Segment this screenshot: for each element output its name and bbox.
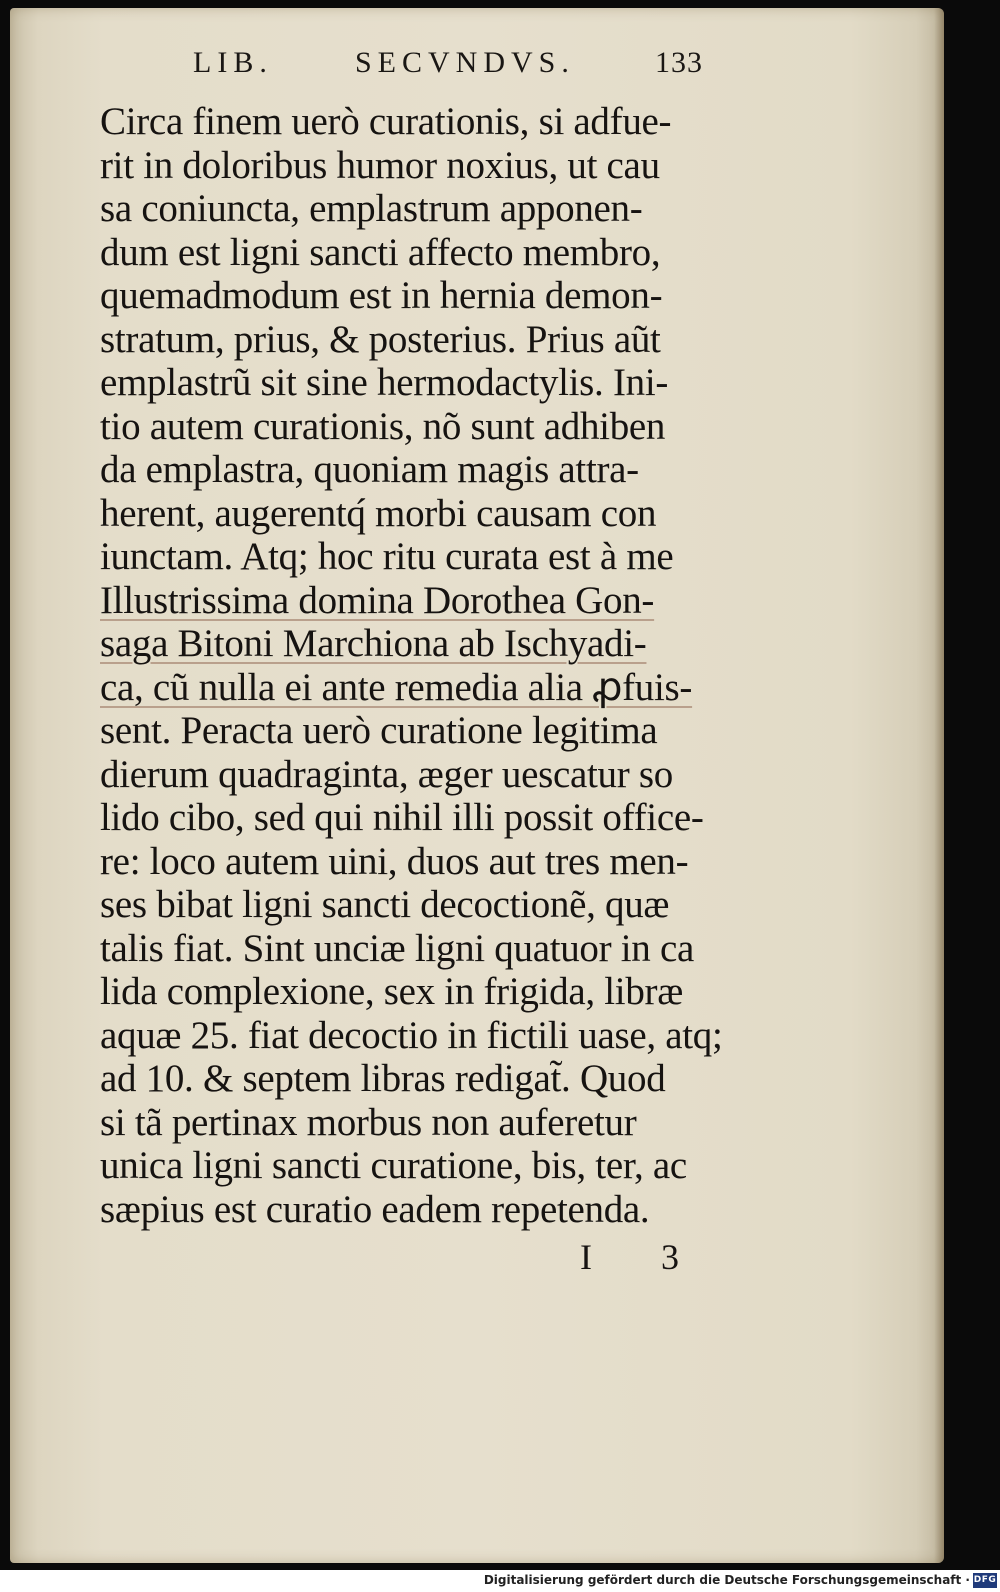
text-line: rit in doloribus humor noxius, ut cau — [100, 143, 660, 187]
text-line-underlined: ca, cũ nulla ei ante remedia alia ꝓfuis- — [100, 665, 693, 709]
text-line: dierum quadraginta, æger uescatur so — [100, 752, 673, 796]
text-line: ses bibat ligni sancti decoctionẽ, quæ — [100, 883, 670, 926]
text-line: ad 10. & septem libras redigat̃. Quod — [100, 1057, 666, 1100]
footer-credit: Digitalisierung gefördert durch die Deutsche Forschungsgemeinschaft · — [483, 1573, 970, 1587]
main-text-block — [100, 100, 740, 1231]
text-line: sa coniuncta, emplastrum apponen- — [100, 187, 643, 230]
footer-bar — [0, 1570, 1000, 1592]
text-line: dum est ligni sancti affecto membro, — [100, 230, 661, 274]
running-head-title: SECVNDVS. — [355, 46, 575, 79]
text-line: aquæ 25. fiat decoctio in fictili uase, atq; — [100, 1013, 723, 1057]
text-line: lido cibo, sed qui nihil illi possit office- — [100, 796, 704, 839]
text-line: emplastrũ sit sine hermodactylis. Ini- — [100, 361, 669, 404]
text-line: unica ligni sancti curatione, bis, ter, ac — [100, 1144, 687, 1187]
page-number: 133 — [655, 46, 703, 79]
text-line-underlined: Illustrissima domina Dorothea Gon- — [100, 578, 655, 622]
text-line: sent. Peracta uerò curatione legitima — [100, 709, 658, 752]
signature-mark: I 3 — [580, 1237, 709, 1277]
page-edge-shadow — [934, 8, 944, 1563]
text-line: talis fiat. Sint unciæ ligni quatuor in ca — [100, 926, 694, 970]
text-line: tio autem curationis, nõ sunt adhiben — [100, 404, 666, 448]
text-line: Circa finem uerò curationis, si adfue- — [100, 100, 672, 143]
text-line: sæpius est curatio eadem repetenda. — [100, 1187, 650, 1231]
text-line: stratum, prius, & posterius. Prius aũt — [100, 317, 661, 361]
text-line: iunctam. Atq; hoc ritu curata est à me — [100, 535, 674, 578]
text-line: si tã pertinax morbus non auferetur — [100, 1100, 637, 1144]
text-line: herent, augerentq́ morbi causam con — [100, 491, 657, 535]
text-line: re: loco autem uini, duos aut tres men- — [100, 839, 689, 883]
text-line-underlined: saga Bitoni Marchiona ab Ischyadi- — [100, 622, 647, 665]
dfg-logo-icon: DFG — [973, 1573, 997, 1588]
text-line: lida complexione, sex in frigida, libræ — [100, 970, 683, 1013]
running-head-book: LIB. — [193, 46, 273, 79]
text-line: quemadmodum est in hernia demon- — [100, 274, 663, 317]
text-line: da emplastra, quoniam magis attra- — [100, 448, 639, 491]
running-head — [193, 46, 723, 96]
